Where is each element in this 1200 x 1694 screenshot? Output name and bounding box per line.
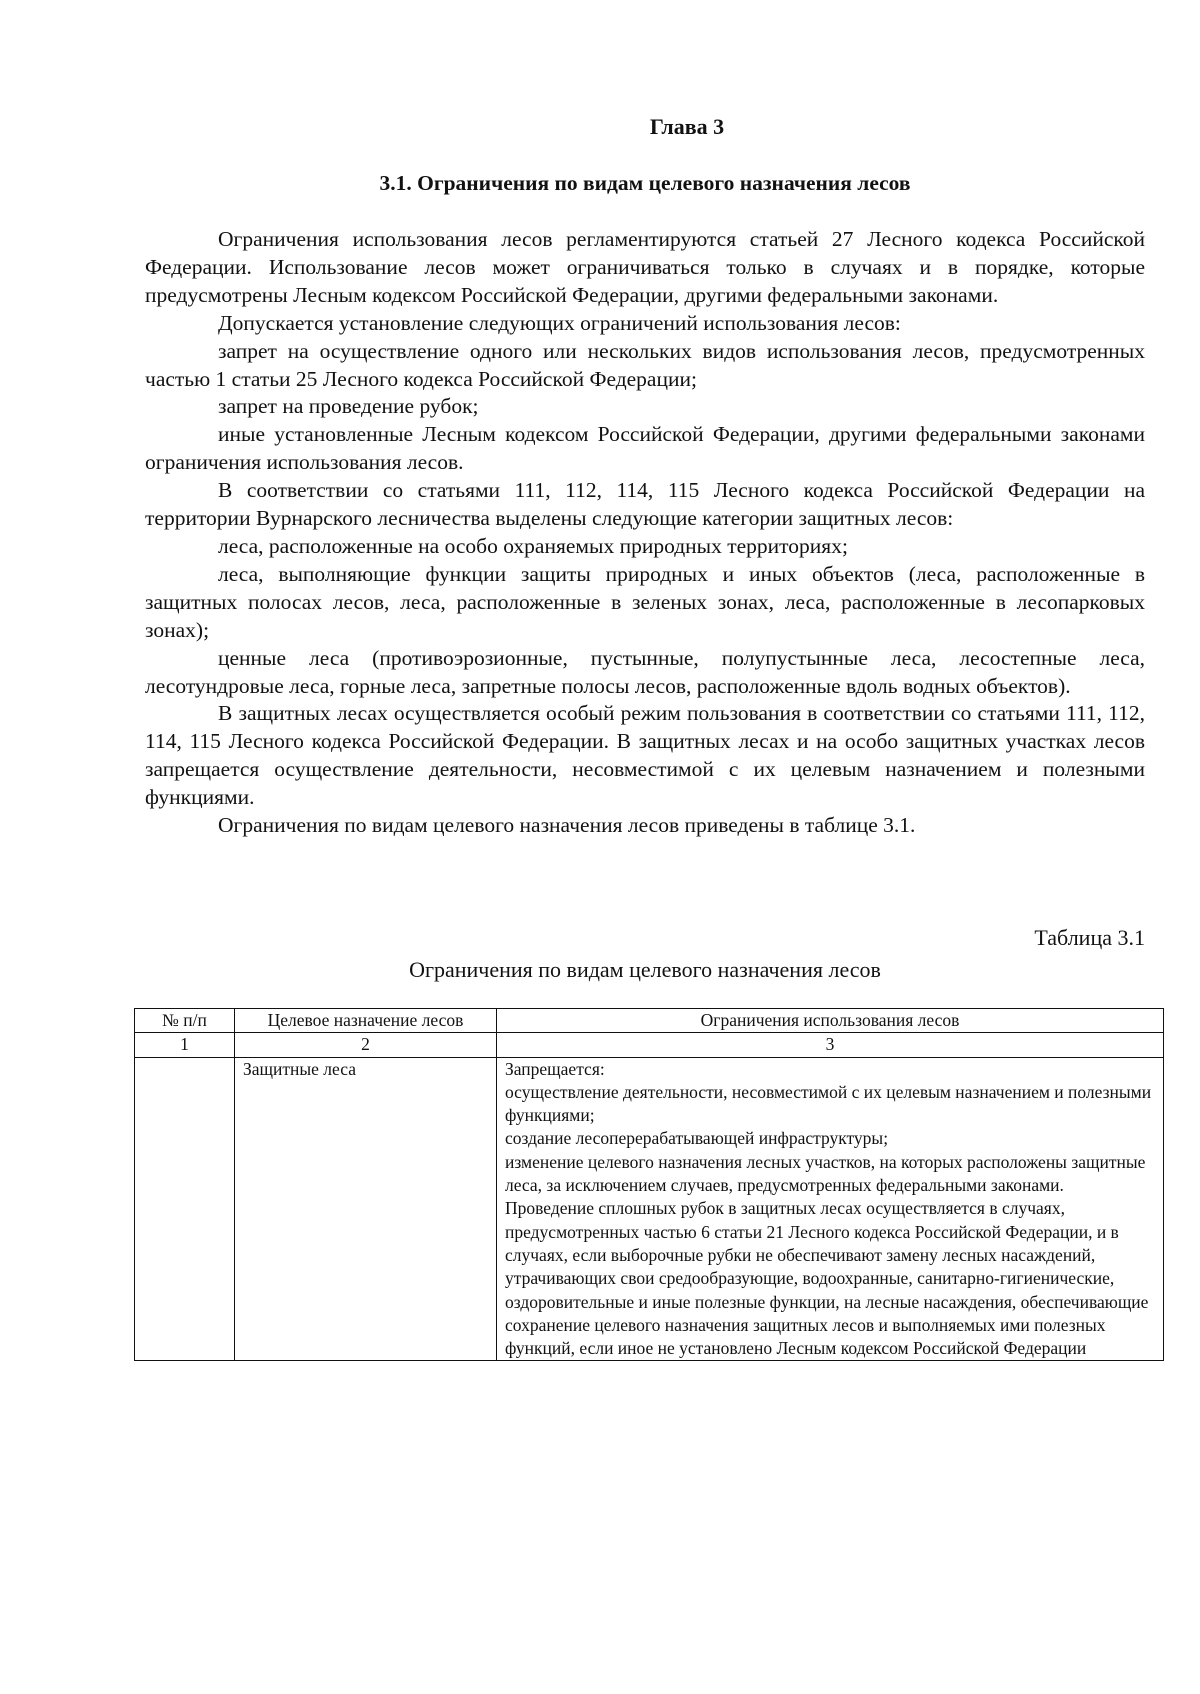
column-number: 3 [497,1033,1164,1057]
table-header-row [135,1009,1164,1033]
paragraph: Ограничения по видам целевого назначения лесов приведены в таблице 3.1. [218,813,916,838]
paragraph: леса, расположенные на особо охраняемых природных территориях; [218,533,848,558]
table-row [135,1057,1164,1361]
paragraph: запрет на проведение рубок; [218,394,479,419]
row-number-cell [135,1057,235,1361]
column-number-row [135,1033,1164,1057]
row-purpose-cell: Защитные леса [235,1057,497,1361]
row-restrictions-cell: Запрещается: осуществление деятельности, несовместимой с их целевым назначением и полезными функциями; создание лесоперерабатывающей инфраструктуры; изменение целевого назначения лесных участков, на которых расположены защитные леса, за исключением случаев, предусмотренных федеральными законами. Проведение сплошных рубок в защитных лесах осуществляется в случаях, предусмотренных частью 6 статьи 21 Лесного кодекса Российской Федерации, и в случаях, если выборочные рубки не обеспечивают замену лесных насаждений, утрачивающих свои средообразующие, водоохранные, санитарно-гигиенические, оздоровительные и иные полезные функции, на лесные насаждения, обеспечивающие сохранение целевого назначения защитных лесов и выполняемых ими полезных функций, если иное не установлено Лесным кодексом Российской Федерации [497,1057,1164,1361]
paragraph: В защитных лесах осуществляется особый режим пользования в соответствии со статьями 111, 112, 114, 115 Лесного кодекса Российской Федерации. В защитных лесах и на особо защитных участках лесов запрещается осуществление деятельности, несовместимой с их целевым назначением и полезными функциями. [145,701,1145,810]
section-title: 3.1. Ограничения по видам целевого назначения лесов [379,171,911,195]
restrictions-table [134,1008,1164,1361]
column-number: 1 [135,1033,235,1057]
paragraph: ценные леса (противоэрозионные, пустынные, полупустынные леса, лесостепные леса, лесотундровые леса, горные леса, запретные полосы лесов, расположенные вдоль водных объектов). [145,645,1145,698]
header-cell-restrictions: Ограничения использования лесов [497,1009,1164,1033]
paragraph: запрет на осуществление одного или нескольких видов использования лесов, предусмотренных частью 1 статьи 25 Лесного кодекса Российской Федерации; [145,338,1145,391]
column-number: 2 [235,1033,497,1057]
paragraph: Допускается установление следующих ограничений использования лесов: [218,310,901,335]
paragraph: леса, выполняющие функции защиты природных и иных объектов (леса, расположенные в защитных полосах лесов, леса, расположенные в зеленых зонах, леса, расположенные в лесопарковых зонах); [145,561,1145,642]
header-cell-purpose: Целевое назначение лесов [235,1009,497,1033]
paragraph: Ограничения использования лесов регламентируются статьей 27 Лесного кодекса Российской Федерации. Использование лесов может ограничиваться только в случаях и в порядке, которые предусмотрены Лесным кодексом Российской Федерации, другими федеральными законами. [145,227,1145,307]
paragraph: В соответствии со статьями 111, 112, 114, 115 Лесного кодекса Российской Федерации на территории Вурнарского лесничества выделены следующие категории защитных лесов: [145,478,1145,531]
table-number-label: Таблица 3.1 [1034,925,1145,950]
paragraph: иные установленные Лесным кодексом Российской Федерации, другими федеральными законами ограничения использования лесов. [145,422,1145,475]
chapter-heading: Глава 3 [649,114,725,139]
body-text [145,226,1145,840]
table-title: Ограничения по видам целевого назначения лесов [409,957,881,982]
header-cell-number: № п/п [135,1009,235,1033]
